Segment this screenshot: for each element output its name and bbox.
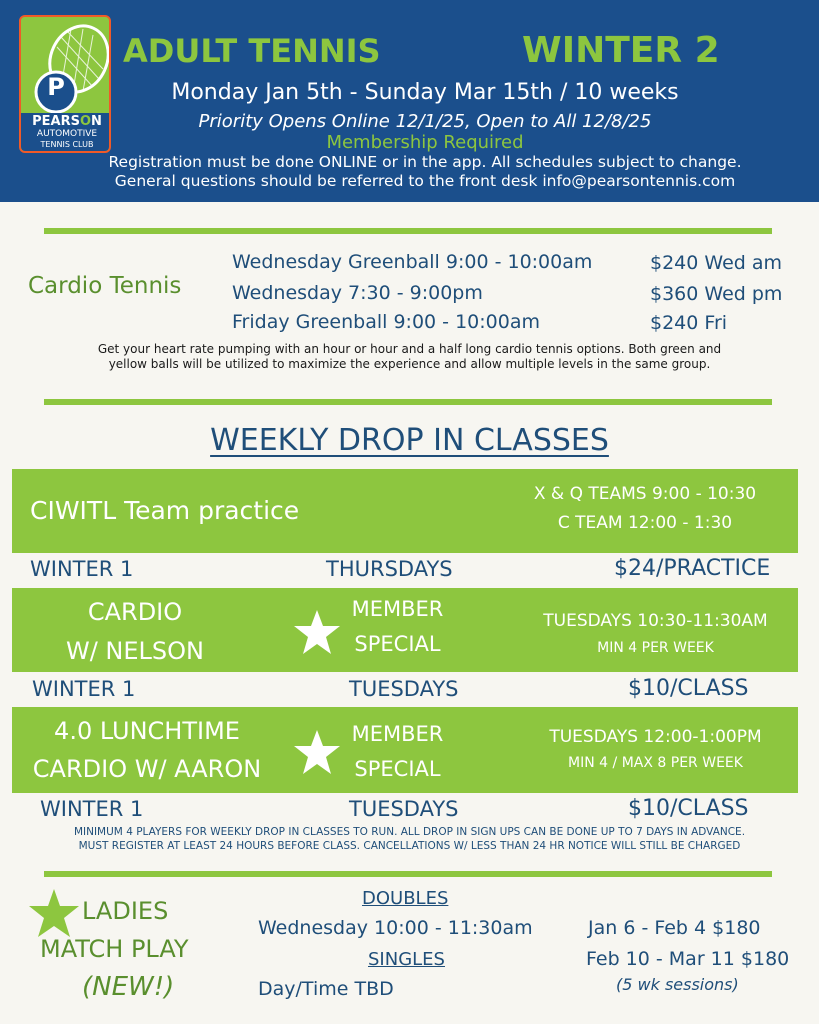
- cardio-description-1: Get your heart rate pumping with an hour or hour and a half long cardio tennis options. Both green and: [97, 342, 722, 356]
- aaron-title-2: CARDIO W/ AARON: [32, 755, 262, 783]
- questions-note: General questions should be referred to the front desk info@pearsontennis.com: [114, 172, 736, 190]
- membership-required: Membership Required: [326, 132, 524, 153]
- ladies-title-1: LADIES: [82, 897, 169, 925]
- doubles-time: Wednesday 10:00 - 11:30am: [258, 917, 533, 939]
- title-winter-2: WINTER 2: [522, 30, 720, 71]
- nelson-min: MIN 4 PER WEEK: [597, 640, 714, 656]
- cardio-time-2: Wednesday 7:30 - 9:00pm: [232, 282, 483, 304]
- title-adult-tennis: ADULT TENNIS: [123, 32, 381, 70]
- row1-day: THURSDAYS: [326, 557, 453, 581]
- logo-name: PEARSON: [32, 114, 102, 129]
- row1-price: $24/PRACTICE: [614, 556, 771, 581]
- star-icon: [28, 888, 80, 938]
- aaron-title-1: 4.0 LUNCHTIME: [54, 717, 240, 745]
- drop-in-rules-2: MUST REGISTER AT LEAST 24 HOURS BEFORE CLASS. CANCELLATIONS W/ LESS THAN 24 HR NOTICE WILL STILL BE CHARGED: [78, 840, 741, 852]
- aaron-special-2: SPECIAL: [354, 757, 441, 781]
- row3-day: TUESDAYS: [349, 797, 459, 821]
- row2-season: WINTER 1: [32, 677, 136, 701]
- cardio-time-1: Wednesday Greenball 9:00 - 10:00am: [232, 251, 593, 273]
- priority-dates: Priority Opens Online 12/1/25, Open to All 12/8/25: [198, 111, 652, 132]
- session-1: Jan 6 - Feb 4 $180: [588, 917, 761, 939]
- registration-note: Registration must be done ONLINE or in the app. All schedules subject to change.: [108, 153, 742, 171]
- club-logo: [19, 15, 111, 153]
- cardio-price-1: $240 Wed am: [650, 252, 783, 274]
- star-icon: [293, 609, 341, 655]
- divider: [44, 399, 772, 405]
- doubles-label: DOUBLES: [362, 888, 449, 909]
- logo-subtitle: AUTOMOTIVE: [36, 129, 98, 139]
- row3-season: WINTER 1: [40, 797, 144, 821]
- divider: [44, 228, 772, 234]
- cardio-time-3: Friday Greenball 9:00 - 10:00am: [232, 311, 540, 333]
- session-dates: Monday Jan 5th - Sunday Mar 15th / 10 weeks: [171, 80, 679, 105]
- nelson-time: TUESDAYS 10:30-11:30AM: [543, 611, 768, 631]
- singles-time: Day/Time TBD: [258, 978, 394, 1000]
- drop-in-rules-1: MINIMUM 4 PLAYERS FOR WEEKLY DROP IN CLASSES TO RUN. ALL DROP IN SIGN UPS CAN BE DONE UP TO 7 DAYS IN ADVANCE.: [73, 826, 746, 838]
- logo-club: TENNIS CLUB: [40, 140, 94, 149]
- weekly-heading: WEEKLY DROP IN CLASSES: [210, 423, 609, 458]
- singles-label: SINGLES: [368, 949, 445, 970]
- nelson-title-1: CARDIO: [87, 598, 183, 626]
- divider: [44, 871, 772, 877]
- nelson-title-2: W/ NELSON: [65, 637, 204, 665]
- ladies-new: (NEW!): [82, 972, 175, 1002]
- nelson-special-2: SPECIAL: [354, 632, 441, 656]
- ciwitl-title: CIWITL Team practice: [30, 496, 300, 525]
- row2-price: $10/CLASS: [628, 676, 749, 701]
- cardio-price-3: $240 Fri: [650, 312, 728, 334]
- ciwitl-time-1: X & Q TEAMS 9:00 - 10:30: [533, 484, 757, 504]
- session-2: Feb 10 - Mar 11 $180: [586, 948, 790, 970]
- row2-day: TUESDAYS: [349, 677, 459, 701]
- row1-season: WINTER 1: [30, 557, 134, 581]
- star-icon: [293, 729, 341, 775]
- aaron-min: MIN 4 / MAX 8 PER WEEK: [568, 755, 743, 771]
- ladies-title-2: MATCH PLAY: [40, 935, 189, 963]
- aaron-special-1: MEMBER: [351, 722, 444, 746]
- cardio-tennis-title: Cardio Tennis: [28, 273, 182, 299]
- cardio-description-2: yellow balls will be utilized to maximize the experience and allow multiple levels in the same group.: [108, 357, 711, 371]
- nelson-special-1: MEMBER: [351, 597, 444, 621]
- logo-mark: P: [47, 73, 65, 101]
- ciwitl-time-2: C TEAM 12:00 - 1:30: [557, 513, 733, 533]
- row3-price: $10/CLASS: [628, 796, 749, 821]
- aaron-time: TUESDAYS 12:00-1:00PM: [549, 727, 762, 747]
- session-note: (5 wk sessions): [616, 975, 739, 994]
- cardio-price-2: $360 Wed pm: [650, 283, 783, 305]
